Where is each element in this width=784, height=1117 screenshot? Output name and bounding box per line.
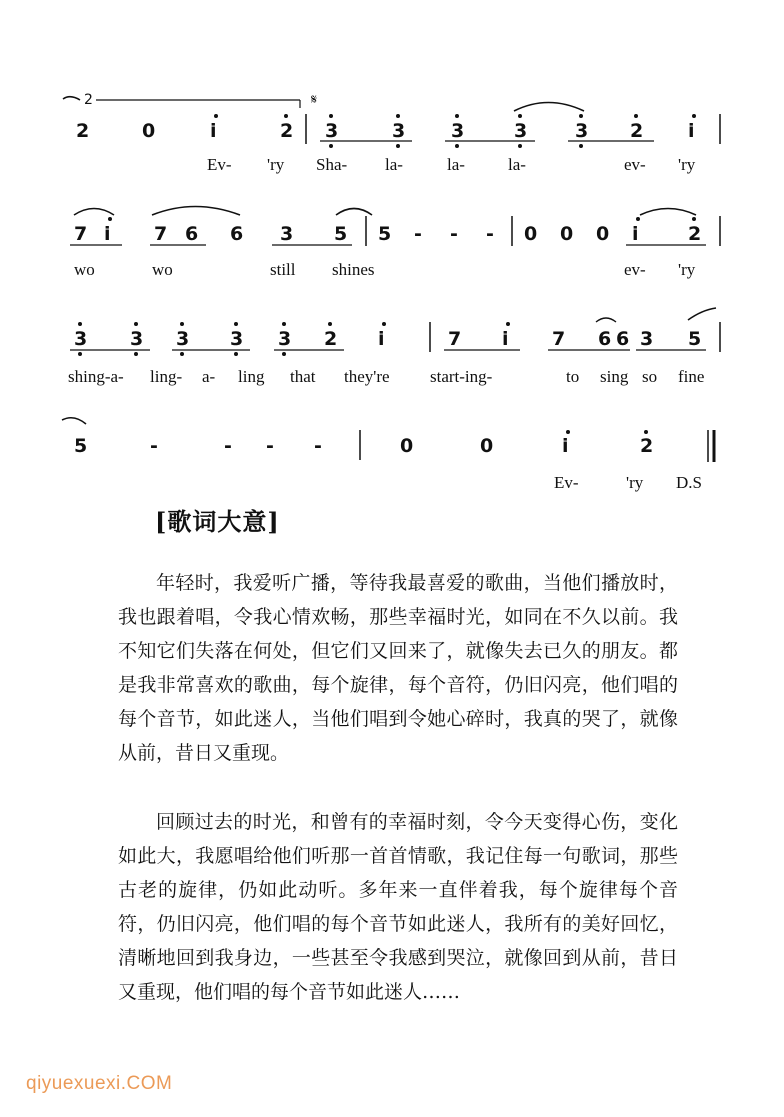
note: 3 xyxy=(575,120,589,142)
lyric: sing xyxy=(600,367,629,386)
score-row-4 xyxy=(62,418,714,492)
note: - xyxy=(314,435,322,457)
section-title: [歌词大意] xyxy=(155,507,280,536)
note: 0 xyxy=(596,223,610,245)
volta-number: 2 xyxy=(84,92,93,108)
note: 3 xyxy=(451,120,465,142)
note: 0 xyxy=(142,120,156,142)
dal-segno-mark: D.S xyxy=(676,473,702,492)
note: 2 xyxy=(630,120,644,142)
lyric: so xyxy=(642,367,658,386)
lyric: 'ry xyxy=(678,260,696,279)
lyric: Ev- xyxy=(207,155,232,174)
note: 3 xyxy=(230,328,244,350)
note: - xyxy=(150,435,158,457)
note: 3 xyxy=(280,223,294,245)
note: i xyxy=(632,223,639,245)
note: 6 xyxy=(616,328,630,350)
note: 2 xyxy=(640,435,654,457)
note: 3 xyxy=(640,328,654,350)
lyric: to xyxy=(566,367,580,386)
note: 0 xyxy=(480,435,494,457)
note: i xyxy=(104,223,111,245)
note: 5 xyxy=(688,328,702,350)
lyric: that xyxy=(290,367,316,386)
lyric: ling- xyxy=(150,367,183,386)
note: 3 xyxy=(278,328,292,350)
note: 7 xyxy=(154,223,168,245)
note: - xyxy=(486,223,494,245)
note: 7 xyxy=(74,223,88,245)
note: 6 xyxy=(185,223,199,245)
lyric: a- xyxy=(202,367,216,386)
note: 3 xyxy=(130,328,144,350)
note: 2 xyxy=(324,328,338,350)
score-row-2 xyxy=(70,207,720,280)
lyric: fine xyxy=(678,367,705,386)
lyric: still xyxy=(270,260,296,279)
lyric: start-ing- xyxy=(430,367,493,386)
note: 2 xyxy=(280,120,294,142)
score-row-3 xyxy=(68,308,720,386)
lyrics-meaning-paragraph-1: 年轻时，我爱听广播，等待我最喜爱的歌曲，当他们播放时，我也跟着唱，令我心情欢畅，那些幸福时光，如同在不久以前。我不知它们失落在何处，但它们又回来了，就像失去已久的朋友。都是我非常喜欢的歌曲，每个旋律，每个音符，仍旧闪亮，他们唱的每个音节，如此迷人，当他们唱到令她心碎时，我真的哭了，就像从前，昔日又重现。 xyxy=(118,572,678,764)
note: 6 xyxy=(598,328,612,350)
note: - xyxy=(450,223,458,245)
lyric: 'ry xyxy=(626,473,644,492)
note: 3 xyxy=(74,328,88,350)
note: - xyxy=(414,223,422,245)
note: i xyxy=(688,120,695,142)
note: - xyxy=(266,435,274,457)
note: 5 xyxy=(378,223,392,245)
segno-sign: 𝄋 xyxy=(311,92,318,108)
note: 0 xyxy=(560,223,574,245)
note: 0 xyxy=(524,223,538,245)
site-watermark: qiyuexuexi.COM xyxy=(26,1073,173,1094)
note: 7 xyxy=(448,328,462,350)
lyric: shing-a- xyxy=(68,367,124,386)
note: i xyxy=(210,120,217,142)
note: 7 xyxy=(552,328,566,350)
note: - xyxy=(224,435,232,457)
lyric: Sha- xyxy=(316,155,348,174)
lyrics-meaning-paragraph-2: 回顾过去的时光，和曾有的幸福时刻，令今天变得心伤，变化如此大，我愿唱给他们听那一首首情歌，我记住每一句歌词，那些古老的旋律，仍如此动听。多年来一直伴着我，每个旋律每个音符，仍旧闪亮，他们唱的每个音节如此迷人，我所有的美好回忆，清晰地回到我身边，一些甚至令我感到哭泣，就像回到从前，昔日又重现，他们唱的每个音节如此迷人…… xyxy=(118,811,678,1003)
note: 5 xyxy=(334,223,348,245)
lyric: la- xyxy=(385,155,403,174)
note: 2 xyxy=(688,223,702,245)
lyric: wo xyxy=(74,260,95,279)
lyric: 'ry xyxy=(678,155,696,174)
note: 3 xyxy=(176,328,190,350)
lyric: ling xyxy=(238,367,265,386)
lyric: ev- xyxy=(624,260,646,279)
lyric: wo xyxy=(152,260,173,279)
note: 3 xyxy=(392,120,406,142)
lyric: they're xyxy=(344,367,390,386)
score-row-1 xyxy=(63,92,720,174)
note: 0 xyxy=(400,435,414,457)
lyric: la- xyxy=(508,155,526,174)
note: i xyxy=(378,328,385,350)
lyric: 'ry xyxy=(267,155,285,174)
note: 3 xyxy=(325,120,339,142)
note: i xyxy=(562,435,569,457)
lyric: ev- xyxy=(624,155,646,174)
lyric: Ev- xyxy=(554,473,579,492)
note: 5 xyxy=(74,435,88,457)
note: i xyxy=(502,328,509,350)
lyric: shines xyxy=(332,260,375,279)
lyric: la- xyxy=(447,155,465,174)
jianpu-score xyxy=(0,0,784,500)
note: 3 xyxy=(514,120,528,142)
note: 2 xyxy=(76,120,90,142)
note: 6 xyxy=(230,223,244,245)
